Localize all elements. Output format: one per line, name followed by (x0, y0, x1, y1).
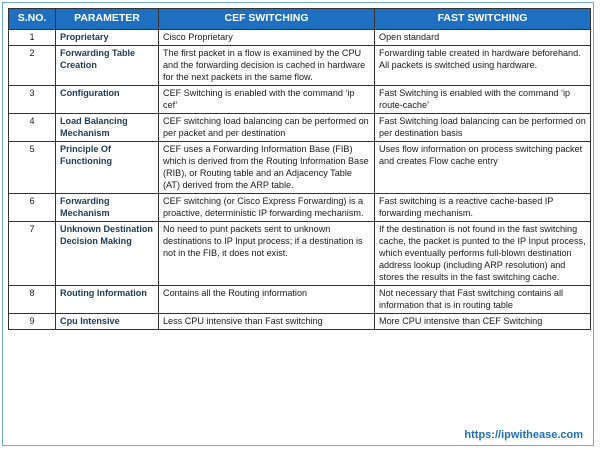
row-number: 4 (9, 114, 56, 142)
row-parameter: Routing Information (56, 286, 159, 314)
row-fast-value: Forwarding table created in hardware beforehand. All packets is switched using hardware. (375, 46, 591, 86)
table-row (9, 194, 591, 222)
table-row (9, 286, 591, 314)
table-row (9, 114, 591, 142)
row-cef-value: Cisco Proprietary (159, 30, 375, 46)
row-parameter: Proprietary (56, 30, 159, 46)
row-parameter: Configuration (56, 86, 159, 114)
row-number: 1 (9, 30, 56, 46)
row-parameter: Cpu Intensive (56, 314, 159, 330)
row-cef-value: CEF switching load balancing can be performed on per packet and per destination (159, 114, 375, 142)
row-fast-value: Uses flow information on process switching packet and creates Flow cache entry (375, 142, 591, 194)
row-cef-value: CEF switching (or Cisco Express Forwarding) is a proactive, deterministic IP forwarding mechanism. (159, 194, 375, 222)
table-row (9, 314, 591, 330)
row-fast-value: More CPU intensive than CEF Switching (375, 314, 591, 330)
row-parameter: Forwarding Table Creation (56, 46, 159, 86)
row-cef-value: No need to punt packets sent to unknown destinations to IP Input process; if a destination is not in the FIB, it does not exist. (159, 222, 375, 286)
row-number: 7 (9, 222, 56, 286)
source-url[interactable]: https://ipwithease.com (464, 429, 583, 441)
row-parameter: Unknown Destination Decision Making (56, 222, 159, 286)
table-row (9, 222, 591, 286)
table-row (9, 30, 591, 46)
row-cef-value: CEF Switching is enabled with the command ‘ip cef’ (159, 86, 375, 114)
row-number: 8 (9, 286, 56, 314)
table-row (9, 142, 591, 194)
row-parameter: Principle Of Functioning (56, 142, 159, 194)
comparison-table (8, 8, 591, 330)
header-row (9, 9, 591, 30)
header-fast-switching: FAST SWITCHING (375, 9, 591, 30)
row-cef-value: The first packet in a flow is examined by the CPU and the forwarding decision is cached in hardware for the next packets in the same flow. (159, 46, 375, 86)
row-fast-value: Fast switching is a reactive cache-based IP forwarding mechanism. (375, 194, 591, 222)
header-sno: S.NO. (9, 9, 56, 30)
row-number: 2 (9, 46, 56, 86)
table-row (9, 46, 591, 86)
table-row (9, 86, 591, 114)
row-fast-value: Open standard (375, 30, 591, 46)
row-cef-value: Less CPU intensive than Fast switching (159, 314, 375, 330)
comparison-frame (2, 2, 594, 446)
row-number: 9 (9, 314, 56, 330)
header-parameter: PARAMETER (56, 9, 159, 30)
row-cef-value: Contains all the Routing information (159, 286, 375, 314)
row-number: 3 (9, 86, 56, 114)
row-number: 5 (9, 142, 56, 194)
row-fast-value: Not necessary that Fast switching contains all information that is in routing table (375, 286, 591, 314)
row-parameter: Load Balancing Mechanism (56, 114, 159, 142)
row-fast-value: Fast Switching is enabled with the command ‘ip route-cache’ (375, 86, 591, 114)
row-number: 6 (9, 194, 56, 222)
row-fast-value: If the destination is not found in the fast switching cache, the packet is punted to the IP Input process, which eventually performs full-blown destination address lookup (including ARP resolution) and stores the results in the fast switching cache. (375, 222, 591, 286)
row-cef-value: CEF uses a Forwarding Information Base (FIB) which is derived from the Routing Information Base (RIB), or Routing table and an Adjacency Table (AT) derived from the ARP table. (159, 142, 375, 194)
header-cef-switching: CEF SWITCHING (159, 9, 375, 30)
row-parameter: Forwarding Mechanism (56, 194, 159, 222)
row-fast-value: Fast Switching load balancing can be performed on per destination basis (375, 114, 591, 142)
